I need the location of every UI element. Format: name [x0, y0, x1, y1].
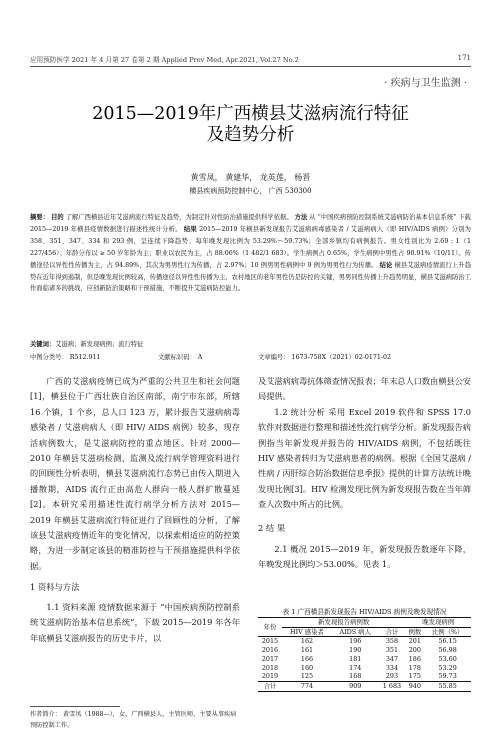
table-cell: 334	[385, 663, 399, 672]
table-row	[258, 637, 471, 646]
header-rule	[30, 66, 471, 67]
column-label: · 疾病与卫生监测 ·	[384, 78, 467, 89]
table-header-late-ratio: 比例（%）	[424, 627, 471, 637]
author-footnote: 作者简介： 黄雪凤（1988—），女，广西横县人，主管医师，主要从事疾病预防控制工作。	[30, 711, 237, 729]
table-cell: 166	[300, 654, 314, 663]
table-header-group-late: 晚发现病例	[405, 618, 471, 628]
table-cell: 53.60	[438, 654, 457, 663]
section-1-1: 1.1 资料来源 疫情数据来源于 “中国疾病预防控制系统艾滋病防治基本信息系统”，下载 2015—2019 年各年年底横县艾滋病报告的历史卡片，以	[30, 601, 240, 643]
table-cell: 2016	[261, 646, 279, 655]
clc-number: 中图分类号： R512.911	[30, 354, 101, 361]
table-header-year: 年份	[258, 618, 282, 637]
table-header-total: 合计	[378, 627, 405, 637]
table-cell: 293	[385, 672, 399, 681]
table-cell: 160	[300, 663, 314, 672]
table-cell: 59.73	[438, 672, 457, 681]
table-row	[258, 655, 471, 664]
table-caption: 表 1 广西横县新发现报告 HIV/AIDS 病例及晚发现情况	[282, 608, 447, 616]
intro-paragraph: 广西的艾滋病疫情已成为严重的公共卫生和社会问题[1]，横县位于广西壮族自治区南部，南宁市东部，所辖 16 个镇，1 个乡，总人口 123 万，累计报告艾滋病病毒感染者 / 艾滋病病人（即 HIV/ AIDS 病例）较多，现存活病例数大，是艾滋病防控的重点地区。针对 2000—2010 年横县艾滋病检测、监测及流行病学管理资料进行的回顾性分析表明，横县艾滋病流行态势已由传入期进入播散期，AIDS 流行正由高危人群向一般人群扩散蔓延[2]。本研究采用描述性流行病学分析方法对 2015—2019 年横县艾滋病流行特征进行了回顾性的分析，了解该县艾滋病疫情近年的变化情况，以探索相适应的防控策略，为进一步制定该县的精准防控与干预措施提供科学依据。	[30, 376, 240, 571]
table-cell: 186	[408, 654, 421, 663]
table-cell: 175	[408, 672, 421, 681]
affiliation: 横县疾病预防控制中心， 广西 530300	[189, 187, 312, 195]
table-cell: 351	[385, 646, 399, 655]
table-cell: 200	[408, 646, 421, 655]
table-cell: 56.98	[438, 646, 457, 655]
keywords-label: 关键词：	[30, 341, 56, 348]
article-title	[0, 104, 501, 146]
keywords	[30, 339, 143, 348]
table-header-aids: AIDS 病人	[332, 627, 378, 637]
table-cell: 2018	[261, 663, 279, 672]
title-line-2: 及趋势分析	[206, 125, 295, 145]
table-cell: 909	[349, 681, 362, 690]
method-label: 方法	[294, 214, 308, 221]
result-label: 结果	[183, 225, 197, 233]
article-number: 文章编号： 1673-758X（2021）02-0171-02	[258, 354, 392, 361]
abstract	[30, 212, 471, 295]
table-cell: 940	[408, 681, 421, 690]
table-cell: 161	[300, 646, 314, 655]
keywords-text: 艾滋病；新发现病例；流行特征	[55, 341, 144, 348]
authors: 黄雪凤， 黄建华， 龙英莲， 杨晋	[190, 173, 311, 182]
table-cell: 181	[349, 654, 362, 663]
table-cell: 2017	[261, 654, 279, 663]
table-cell: 55.85	[438, 681, 457, 690]
table-row-total	[258, 681, 471, 691]
table-cell: 178	[408, 663, 421, 672]
title-line-1: 2015—2019年广西横县艾滋病流行特征	[92, 104, 409, 124]
table-cell: 合计	[263, 681, 277, 690]
table-header-late-count: 例数	[405, 627, 424, 637]
abstract-objective: 了解广西横县近年艾滋病流行特征及趋势，为制定针对性防治措施提供科学依据。	[65, 214, 293, 221]
table-cell: 53.29	[438, 663, 457, 672]
table-header-group-new: 新发现报告病例数	[282, 618, 405, 628]
table-cell: 358	[385, 637, 399, 646]
table-cell: 196	[349, 637, 362, 646]
table-cell: 125	[300, 672, 314, 681]
table-cell: 201	[408, 637, 421, 646]
table-cell: 774	[300, 681, 314, 690]
abstract-method: 从 “中国疾病预防控制系统艾滋病防治基本信息系统” 下载 2015—2019 年横县疫情数据进行描述性统计分析。	[30, 214, 471, 233]
section-2-1: 2.1 概况 2015—2019 年，新发现报告数逐年下降，年晚发现比例均＞53.00%。见表 1。	[258, 544, 471, 570]
footnote-rule	[30, 706, 120, 707]
section-2-heading: 2 结 果	[258, 522, 286, 533]
table-cell: 190	[349, 646, 362, 655]
table-header-hiv: HIV 感染者	[282, 627, 332, 637]
table-row	[258, 664, 471, 673]
table-cell: 174	[349, 663, 362, 672]
left-column	[30, 374, 240, 646]
table-cell: 56.15	[438, 637, 457, 646]
conclusion-label: 结论	[379, 261, 393, 269]
section-1-heading: 1 资料与方法	[30, 582, 80, 593]
right-column	[258, 374, 471, 573]
section-1-2: 1.2 统计分析 采用 Excel 2019 软件和 SPSS 17.0 软件对数据进行整理和描述性流行病学分析。新发现报告病例指当年新发现并报告的 HIV/AIDS 病例，不包括既往 HIV 感染者转归为艾滋病患者的病例。根据《全国艾滋病 / 性病 / 丙肝综合防治数据信息季报》提供的计算方法统计晚发现比例[3]。HIV 检测发现比例为新发现报告数在当年筛查人次数中所占的比例。	[258, 406, 471, 510]
table-cell: 162	[300, 637, 314, 646]
table-row	[258, 646, 471, 655]
table-cell: 1 683	[382, 681, 402, 690]
abstract-result: 2015—2019 年横县新发现报告艾滋病病毒感染者 / 艾滋病病人（即 HIV/AIDS 病例）分别为 358、351、347、334 和 293 例，呈连续下降趋势；每年晚发现比例为 53.29%～59.73%；全部乡镇均有病例报告。男女性别比为 2.69 : 1（1 227/456）；年龄分布以 ≥ 50 岁年龄为主；职业以农民为主，占 88.06%（1 482/1 683）。学生病例占 0.65%，学生病例中男性占 90.91%（10/11）。传播途径以异性性传播为主，占 94.89%，其次为男男性行为传播，占 2.97%；10 例男男性病例中 9 例为男男性行为传播。	[30, 225, 471, 269]
abstract-conclusion: 横县艾滋病疫情流行上升趋势在近年得到遏制，但是晚发现比例较高，传播途径以异性性传播为主，农村地区的老年男性仍是防控的关键，男男同性传播上升趋势明显，横县艾滋病防治工作面临诸多的挑战，应创新防治策略和干预措施，不断提升艾滋病防控能力。	[30, 261, 471, 293]
continued-paragraph: 及艾滋病病毒抗体筛查情况报表；年末总人口数由横县公安局提供。	[258, 376, 471, 402]
table-row	[258, 672, 471, 681]
table-cell: 2019	[261, 672, 279, 681]
abstract-label: 摘要： 目的	[30, 214, 64, 221]
table-cell: 2015	[261, 637, 279, 646]
table-cell: 347	[385, 654, 399, 663]
document-code: 文献标识码： A	[158, 354, 203, 361]
table-1	[258, 617, 471, 692]
running-header: 应用预防医学 2021 年 4 月第 27 卷第 2 期 Applied Prev Med, Apr.2021, Vol.27 No.2	[30, 56, 299, 64]
page-number: 171	[457, 54, 471, 62]
table-cell: 168	[349, 672, 362, 681]
